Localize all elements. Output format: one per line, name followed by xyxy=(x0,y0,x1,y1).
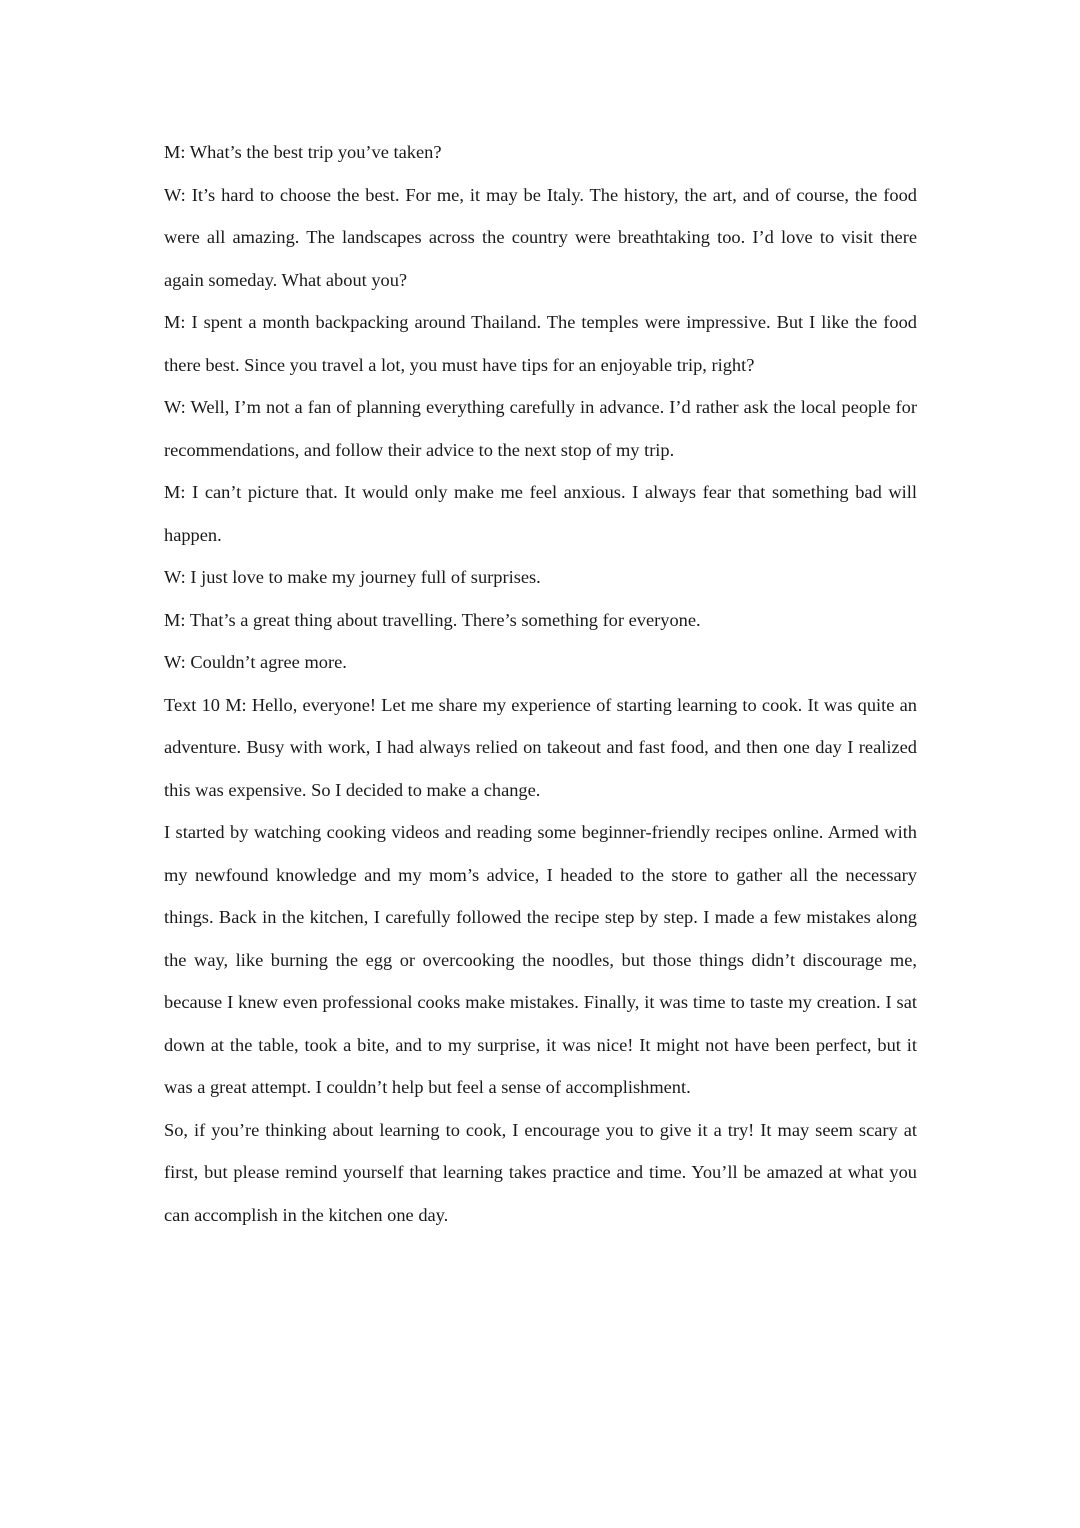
paragraph-dialogue-line: W: Well, I’m not a fan of planning everything carefully in advance. I’d rather ask the local people for recommendations, and follow their advice to the next stop of my trip. xyxy=(164,397,917,460)
paragraph-dialogue-line: M: I spent a month backpacking around Thailand. The temples were impressive. But I like the food there best. Since you travel a lot, you must have tips for an enjoyable trip, right? xyxy=(164,312,917,375)
paragraph-dialogue-line: W: Couldn’t agree more. xyxy=(164,652,347,672)
document-body xyxy=(164,131,917,1236)
paragraph-text10-conclusion: So, if you’re thinking about learning to cook, I encourage you to give it a try! It may seem scary at first, but please remind yourself that learning takes practice and time. You’ll be amazed at what you can accomplish in the kitchen one day. xyxy=(164,1119,917,1225)
paragraph-text10-body: I started by watching cooking videos and reading some beginner-friendly recipes online. Armed with my newfound knowledge and my mom’s advice, I headed to the store to gather all the necessary things. Back in the kitchen, I carefully followed the recipe step by step. I made a few mistakes along the way, like burning the egg or overcooking the noodles, but those things didn’t discourage me, because I knew even professional cooks make mistakes. Finally, it was time to taste my creation. I sat down at the table, took a bite, and to my surprise, it was nice! It might not have been perfect, but it was a great attempt. I couldn’t help but feel a sense of accomplishment. xyxy=(164,822,917,1097)
paragraph-dialogue-line: M: I can’t picture that. It would only make me feel anxious. I always fear that something bad will happen. xyxy=(164,482,917,545)
paragraph-text10-intro: Text 10 M: Hello, everyone! Let me share my experience of starting learning to cook. It was quite an adventure. Busy with work, I had always relied on takeout and fast food, and then one day I realized this was expensive. So I decided to make a change. xyxy=(164,694,917,800)
paragraph-dialogue-line: M: What’s the best trip you’ve taken? xyxy=(164,142,442,162)
paragraph-dialogue-line: M: That’s a great thing about travelling. There’s something for everyone. xyxy=(164,609,701,630)
paragraph-dialogue-line: W: I just love to make my journey full of surprises. xyxy=(164,567,541,587)
paragraph-dialogue-line: W: It’s hard to choose the best. For me, it may be Italy. The history, the art, and of course, the food were all amazing. The landscapes across the country were breathtaking too. I’d love to visit there again someday. What about you? xyxy=(164,184,917,290)
